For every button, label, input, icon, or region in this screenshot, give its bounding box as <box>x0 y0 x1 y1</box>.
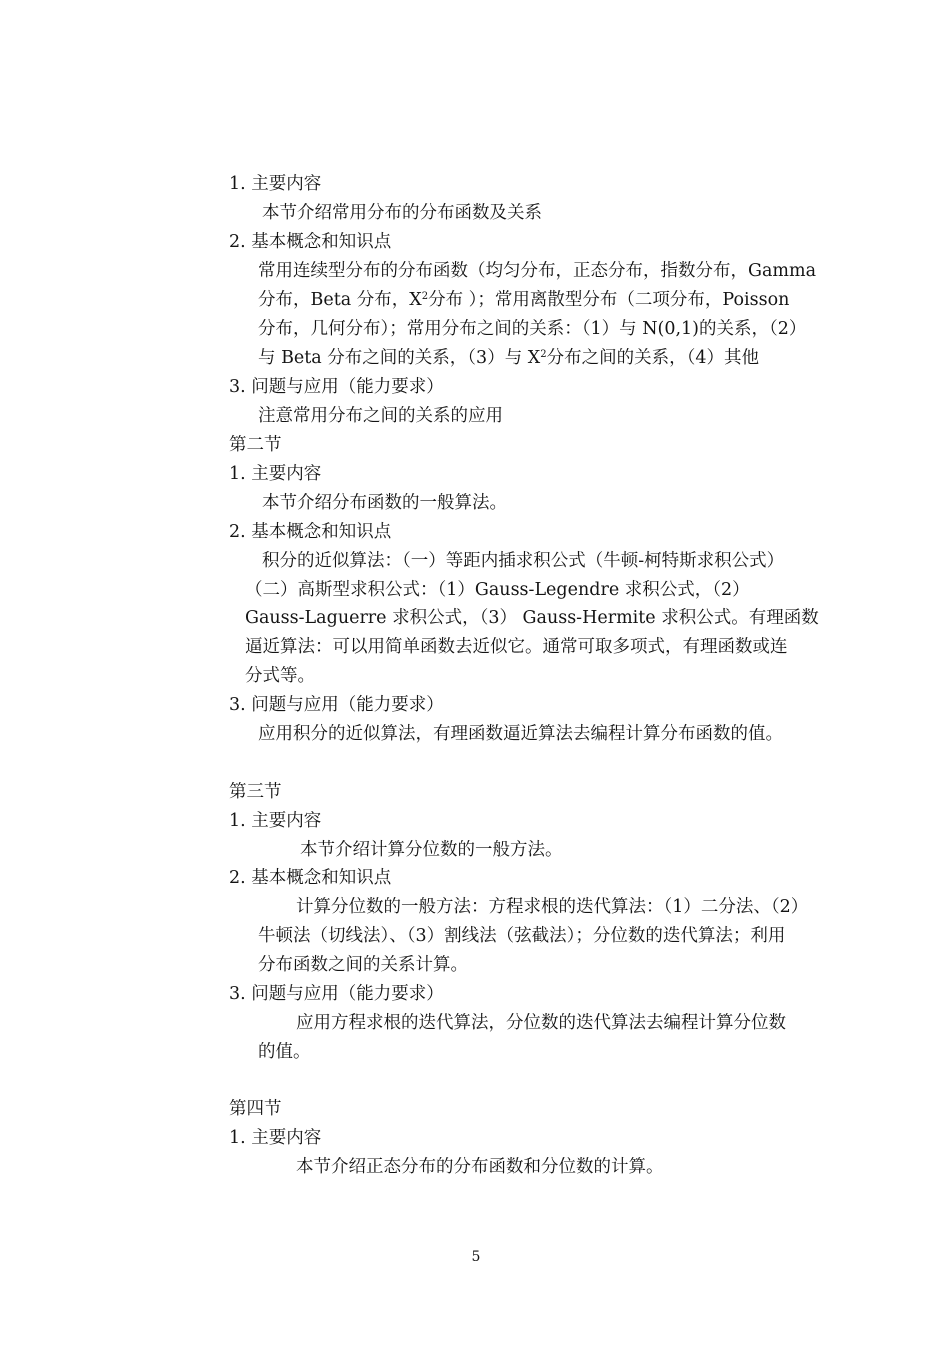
paragraph-text: 应用方程求根的迭代算法，分位数的迭代算法去编程计算分位数 <box>296 1013 786 1033</box>
paragraph-text: 分式等。 <box>245 666 315 686</box>
paragraph-text: 积分的近似算法：（一）等距内插求积公式（牛顿-柯特斯求积公式） <box>262 551 785 571</box>
section-title: 第三节 <box>229 782 282 802</box>
text-run: 分布 ）；常用离散型分布（二项分布，Poisson <box>428 290 790 310</box>
item-heading-main-content: 1. 主要内容 <box>229 174 322 194</box>
text-run: 分布，Beta 分布，X <box>258 290 422 310</box>
paragraph-text: 应用积分的近似算法，有理函数逼近算法去编程计算分布函数的值。 <box>258 724 783 744</box>
paragraph-text: 分布，几何分布）；常用分布之间的关系：（1）与 N(0,1)的关系，（2） <box>258 319 807 339</box>
paragraph-text <box>258 288 789 312</box>
item-heading-main-content: 1. 主要内容 <box>229 811 322 831</box>
paragraph-text: 分布函数之间的关系计算。 <box>258 955 468 975</box>
paragraph-text: 本节介绍计算分位数的一般方法。 <box>300 840 563 860</box>
paragraph-text: 的值。 <box>258 1042 311 1062</box>
paragraph-text: 逼近算法：可以用简单函数去近似它。通常可取多项式，有理函数或连 <box>245 637 788 657</box>
paragraph-text: 本节介绍分布函数的一般算法。 <box>262 493 507 513</box>
paragraph-text: 本节介绍正态分布的分布函数和分位数的计算。 <box>296 1157 664 1177</box>
paragraph-text: 注意常用分布之间的关系的应用 <box>258 406 503 426</box>
item-heading-concepts: 2. 基本概念和知识点 <box>229 868 392 888</box>
paragraph-text: 本节介绍常用分布的分布函数及关系 <box>262 203 542 223</box>
text-run: 与 Beta 分布之间的关系，（3）与 X <box>258 348 541 368</box>
section-title: 第四节 <box>229 1099 282 1119</box>
paragraph-text: Gauss-Laguerre 求积公式，（3） Gauss-Hermite 求积公式。有理函数 <box>245 608 819 628</box>
text-run: 分布之间的关系，（4）其他 <box>546 348 759 368</box>
item-heading-applications: 3. 问题与应用（能力要求） <box>229 695 444 715</box>
superscript: 2 <box>540 349 547 360</box>
paragraph-text: 牛顿法（切线法）、（3）割线法（弦截法）；分位数的迭代算法；利用 <box>258 926 786 946</box>
item-heading-main-content: 1. 主要内容 <box>229 464 322 484</box>
section-title: 第二节 <box>229 435 282 455</box>
paragraph-text <box>258 346 759 370</box>
item-heading-main-content: 1. 主要内容 <box>229 1128 322 1148</box>
paragraph-text: 计算分位数的一般方法：方程求根的迭代算法：（1）二分法、（2） <box>296 897 809 917</box>
item-heading-applications: 3. 问题与应用（能力要求） <box>229 984 444 1004</box>
item-heading-concepts: 2. 基本概念和知识点 <box>229 232 392 252</box>
page-number: 5 <box>471 1249 481 1265</box>
item-heading-applications: 3. 问题与应用（能力要求） <box>229 377 444 397</box>
item-heading-concepts: 2. 基本概念和知识点 <box>229 522 392 542</box>
superscript: 2 <box>421 291 429 302</box>
paragraph-text: 常用连续型分布的分布函数（均匀分布，正态分布，指数分布，Gamma <box>258 261 817 281</box>
paragraph-text: （二）高斯型求积公式：（1）Gauss-Legendre 求积公式，（2） <box>245 580 750 600</box>
